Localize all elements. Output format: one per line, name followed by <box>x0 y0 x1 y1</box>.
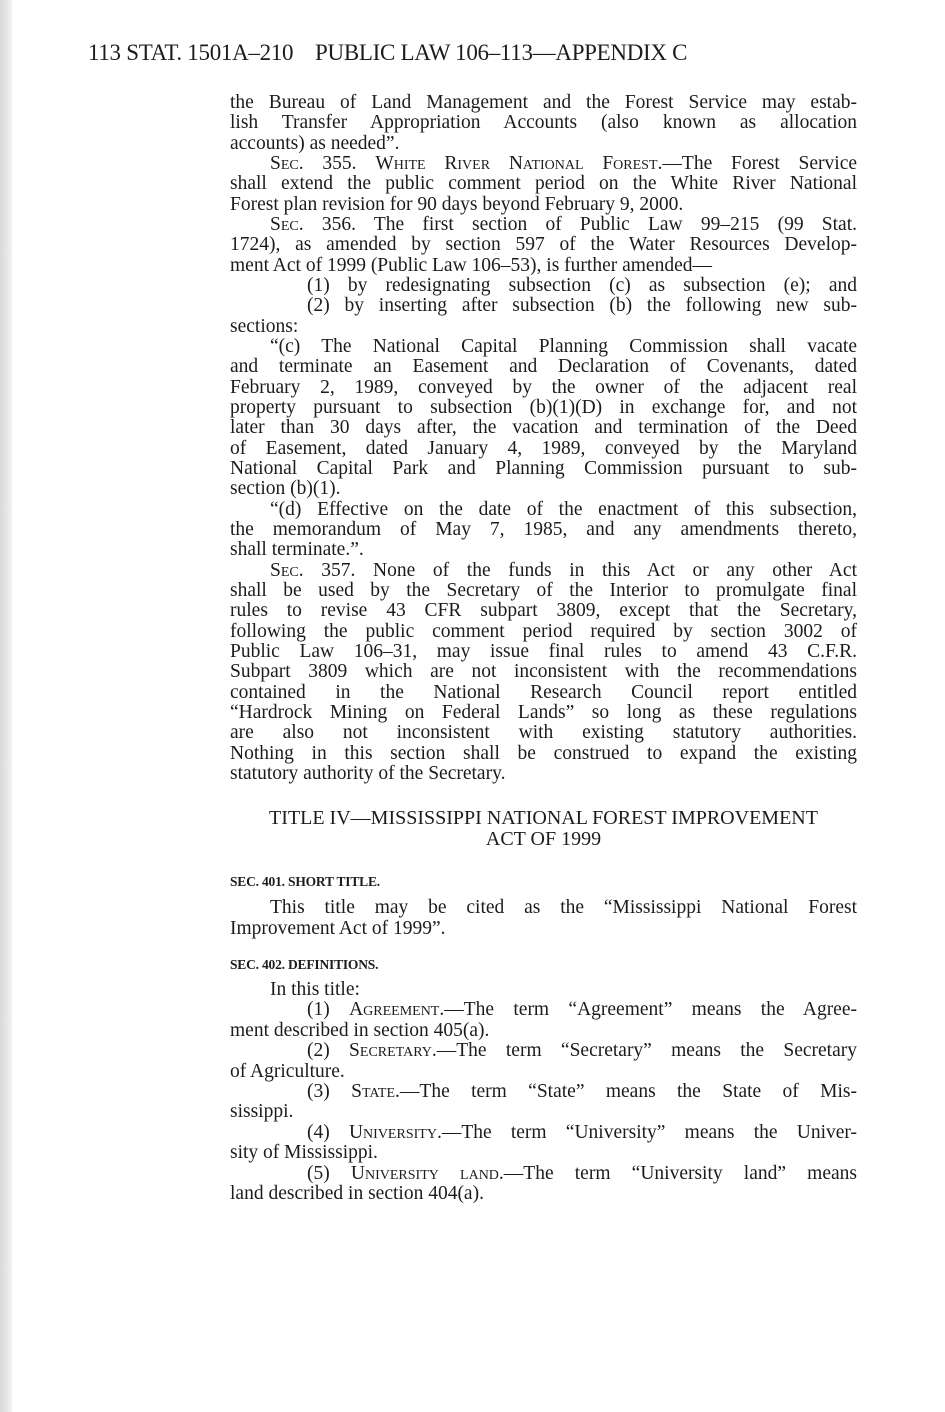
text-line <box>230 519 857 541</box>
text-line <box>230 173 857 195</box>
text-line <box>230 1183 857 1205</box>
text-line <box>230 682 857 704</box>
text-run: Public Law 106–31, may issue final rules to amend 43 C.F.R. <box>230 640 857 662</box>
text-line <box>270 214 857 236</box>
text-line <box>307 1040 857 1062</box>
text-run: sissippi. <box>230 1101 294 1123</box>
title-heading-line1: TITLE IV—MISSISSIPPI NATIONAL FOREST IMPROVEMENT <box>269 807 818 829</box>
text-run: are also not inconsistent with existing statutory authorities. <box>230 722 857 744</box>
text-run: .—The term “State” means the State of Mis- <box>395 1081 857 1102</box>
text-line <box>270 336 857 358</box>
text-line <box>230 621 857 643</box>
text-run: (1) <box>307 999 350 1021</box>
text-run: National Capital Park and Planning Commission pursuant to sub- <box>230 457 857 479</box>
text-line <box>230 316 857 338</box>
text-line <box>230 458 857 480</box>
small-caps-term: Agreement <box>349 999 440 1021</box>
text-run: (2) <box>307 1040 350 1062</box>
text-line <box>230 580 857 602</box>
text-run: lish Transfer Appropriation Accounts (also known as allocation <box>230 112 857 134</box>
text-run: sections: <box>230 315 299 337</box>
text-line <box>230 417 857 439</box>
text-run: rules to revise 43 CFR subpart 3809, except that the Secretary, <box>230 600 857 622</box>
text-run: the Bureau of Land Management and the Forest Service may estab- <box>230 92 857 113</box>
text-line <box>230 112 857 134</box>
text-line <box>230 255 857 277</box>
small-caps-term: Sec <box>270 213 299 235</box>
text-line <box>307 999 857 1021</box>
text-run: .—The Forest Service <box>657 152 858 174</box>
text-run: .—The term “University land” means <box>498 1162 857 1184</box>
small-caps-term: State <box>351 1081 396 1102</box>
text-line <box>230 377 857 399</box>
text-line <box>230 1020 857 1042</box>
text-line <box>230 397 857 419</box>
text-run: Nothing in this section shall be construed to expand the existing <box>230 742 857 764</box>
text-line <box>230 641 857 663</box>
text-run: (4) <box>307 1121 349 1143</box>
text-run: .—The term “Agreement” means the Agree- <box>439 999 857 1021</box>
stat-page: 113 STAT. 1501A–210 <box>88 40 294 65</box>
text-line <box>307 1081 857 1103</box>
text-run: .—The term “University” means the Univer- <box>436 1121 857 1143</box>
text-line <box>307 295 857 317</box>
small-caps-term: University land <box>350 1162 499 1184</box>
small-caps-term: University <box>348 1121 437 1143</box>
text-line <box>270 560 857 582</box>
text-run: statutory authority of the Secretary. <box>230 762 506 784</box>
text-run: and terminate an Easement and Declaration of Covenants, dated <box>230 356 857 378</box>
text-run: contained in the National Research Council report entitled <box>230 681 857 703</box>
text-run: land described in section 404(a). <box>230 1183 484 1204</box>
text-run: ment Act of 1999 (Public Law 106–53), is further amended— <box>230 254 712 276</box>
text-run: property pursuant to subsection (b)(1)(D) in exchange for, and not <box>230 396 857 418</box>
running-header <box>88 40 687 66</box>
text-line <box>307 1163 857 1185</box>
law-title: PUBLIC LAW 106–113—APPENDIX C <box>315 40 688 65</box>
text-line <box>230 763 857 785</box>
title-heading-line2: ACT OF 1999 <box>485 828 602 850</box>
sec402-heading: SEC. 402. DEFINITIONS. <box>230 957 379 972</box>
small-caps-term: Sec <box>270 152 299 174</box>
text-line <box>230 722 857 744</box>
text-run: . 355. <box>298 152 376 174</box>
text-line <box>230 743 857 765</box>
text-line <box>230 661 857 683</box>
text-run: ment described in section 405(a). <box>230 1019 490 1041</box>
text-run: section (b)(1). <box>230 478 341 500</box>
text-run: .—The term “Secretary” means the Secretary <box>431 1040 857 1062</box>
text-run: shall be used by the Secretary of the Interior to promulgate final <box>230 579 857 601</box>
text-run: . 356. The first section of Public Law 99–215 (99 Stat. <box>298 213 857 235</box>
text-line <box>230 92 857 114</box>
text-run: sity of Mississippi. <box>230 1142 378 1164</box>
text-line <box>270 499 857 521</box>
sec401-heading: SEC. 401. SHORT TITLE. <box>230 874 380 889</box>
text-run: February 2, 1989, conveyed by the owner of the adjacent real <box>230 376 857 398</box>
text-line <box>230 1101 857 1123</box>
text-line <box>307 1122 857 1144</box>
text-run: “(d) Effective on the date of the enactment of this subsection, <box>270 498 857 520</box>
text-line <box>230 478 857 500</box>
text-line <box>230 1142 857 1164</box>
text-run: This title may be cited as the “Mississippi National Forest <box>270 897 857 918</box>
text-line <box>230 356 857 378</box>
text-line <box>230 194 857 216</box>
text-line <box>270 153 857 175</box>
text-run: In this title: <box>270 979 360 1000</box>
text-run: following the public comment period required by section 3002 of <box>230 620 857 642</box>
text-line <box>230 234 857 256</box>
text-run: Subpart 3809 which are not inconsistent with the recommendations <box>230 661 857 683</box>
text-run: accounts) as needed”. <box>230 132 400 154</box>
text-line <box>230 539 857 561</box>
text-line <box>230 438 857 460</box>
small-caps-term: White River National Forest <box>375 152 658 174</box>
text-run: Improvement Act of 1999”. <box>230 917 446 939</box>
text-run: shall terminate.”. <box>230 539 364 561</box>
text-run: (2) by inserting after subsection (b) the following new sub- <box>307 295 857 317</box>
text-line <box>270 979 857 1001</box>
small-caps-term: Secretary <box>349 1040 432 1062</box>
text-line <box>230 918 857 940</box>
text-run: 1724), as amended by section 597 of the Water Resources Develop- <box>230 234 857 256</box>
text-line <box>230 702 857 724</box>
small-caps-term: Sec <box>270 559 299 581</box>
scan-edge <box>0 0 12 1412</box>
text-run: “(c) The National Capital Planning Commission shall vacate <box>270 335 857 357</box>
text-line <box>270 897 857 919</box>
text-run: of Easement, dated January 4, 1989, conveyed by the Maryland <box>230 437 857 459</box>
text-run: of Agriculture. <box>230 1060 345 1082</box>
text-run: shall extend the public comment period on the White River National <box>230 173 857 195</box>
text-line <box>307 275 857 297</box>
text-line <box>230 133 857 155</box>
text-run: Forest plan revision for 90 days beyond February 9, 2000. <box>230 193 684 215</box>
text-run: . 357. None of the funds in this Act or any other Act <box>298 559 857 581</box>
text-run: (3) <box>307 1081 352 1102</box>
text-run: (5) <box>307 1162 351 1184</box>
text-run: the memorandum of May 7, 1985, and any amendments thereto, <box>230 518 857 540</box>
text-run: “Hardrock Mining on Federal Lands” so long as these regulations <box>230 701 857 723</box>
text-run: later than 30 days after, the vacation and termination of the Deed <box>230 417 857 439</box>
text-line <box>230 1061 857 1083</box>
text-line <box>230 600 857 622</box>
text-run: (1) by redesignating subsection (c) as subsection (e); and <box>307 274 857 296</box>
